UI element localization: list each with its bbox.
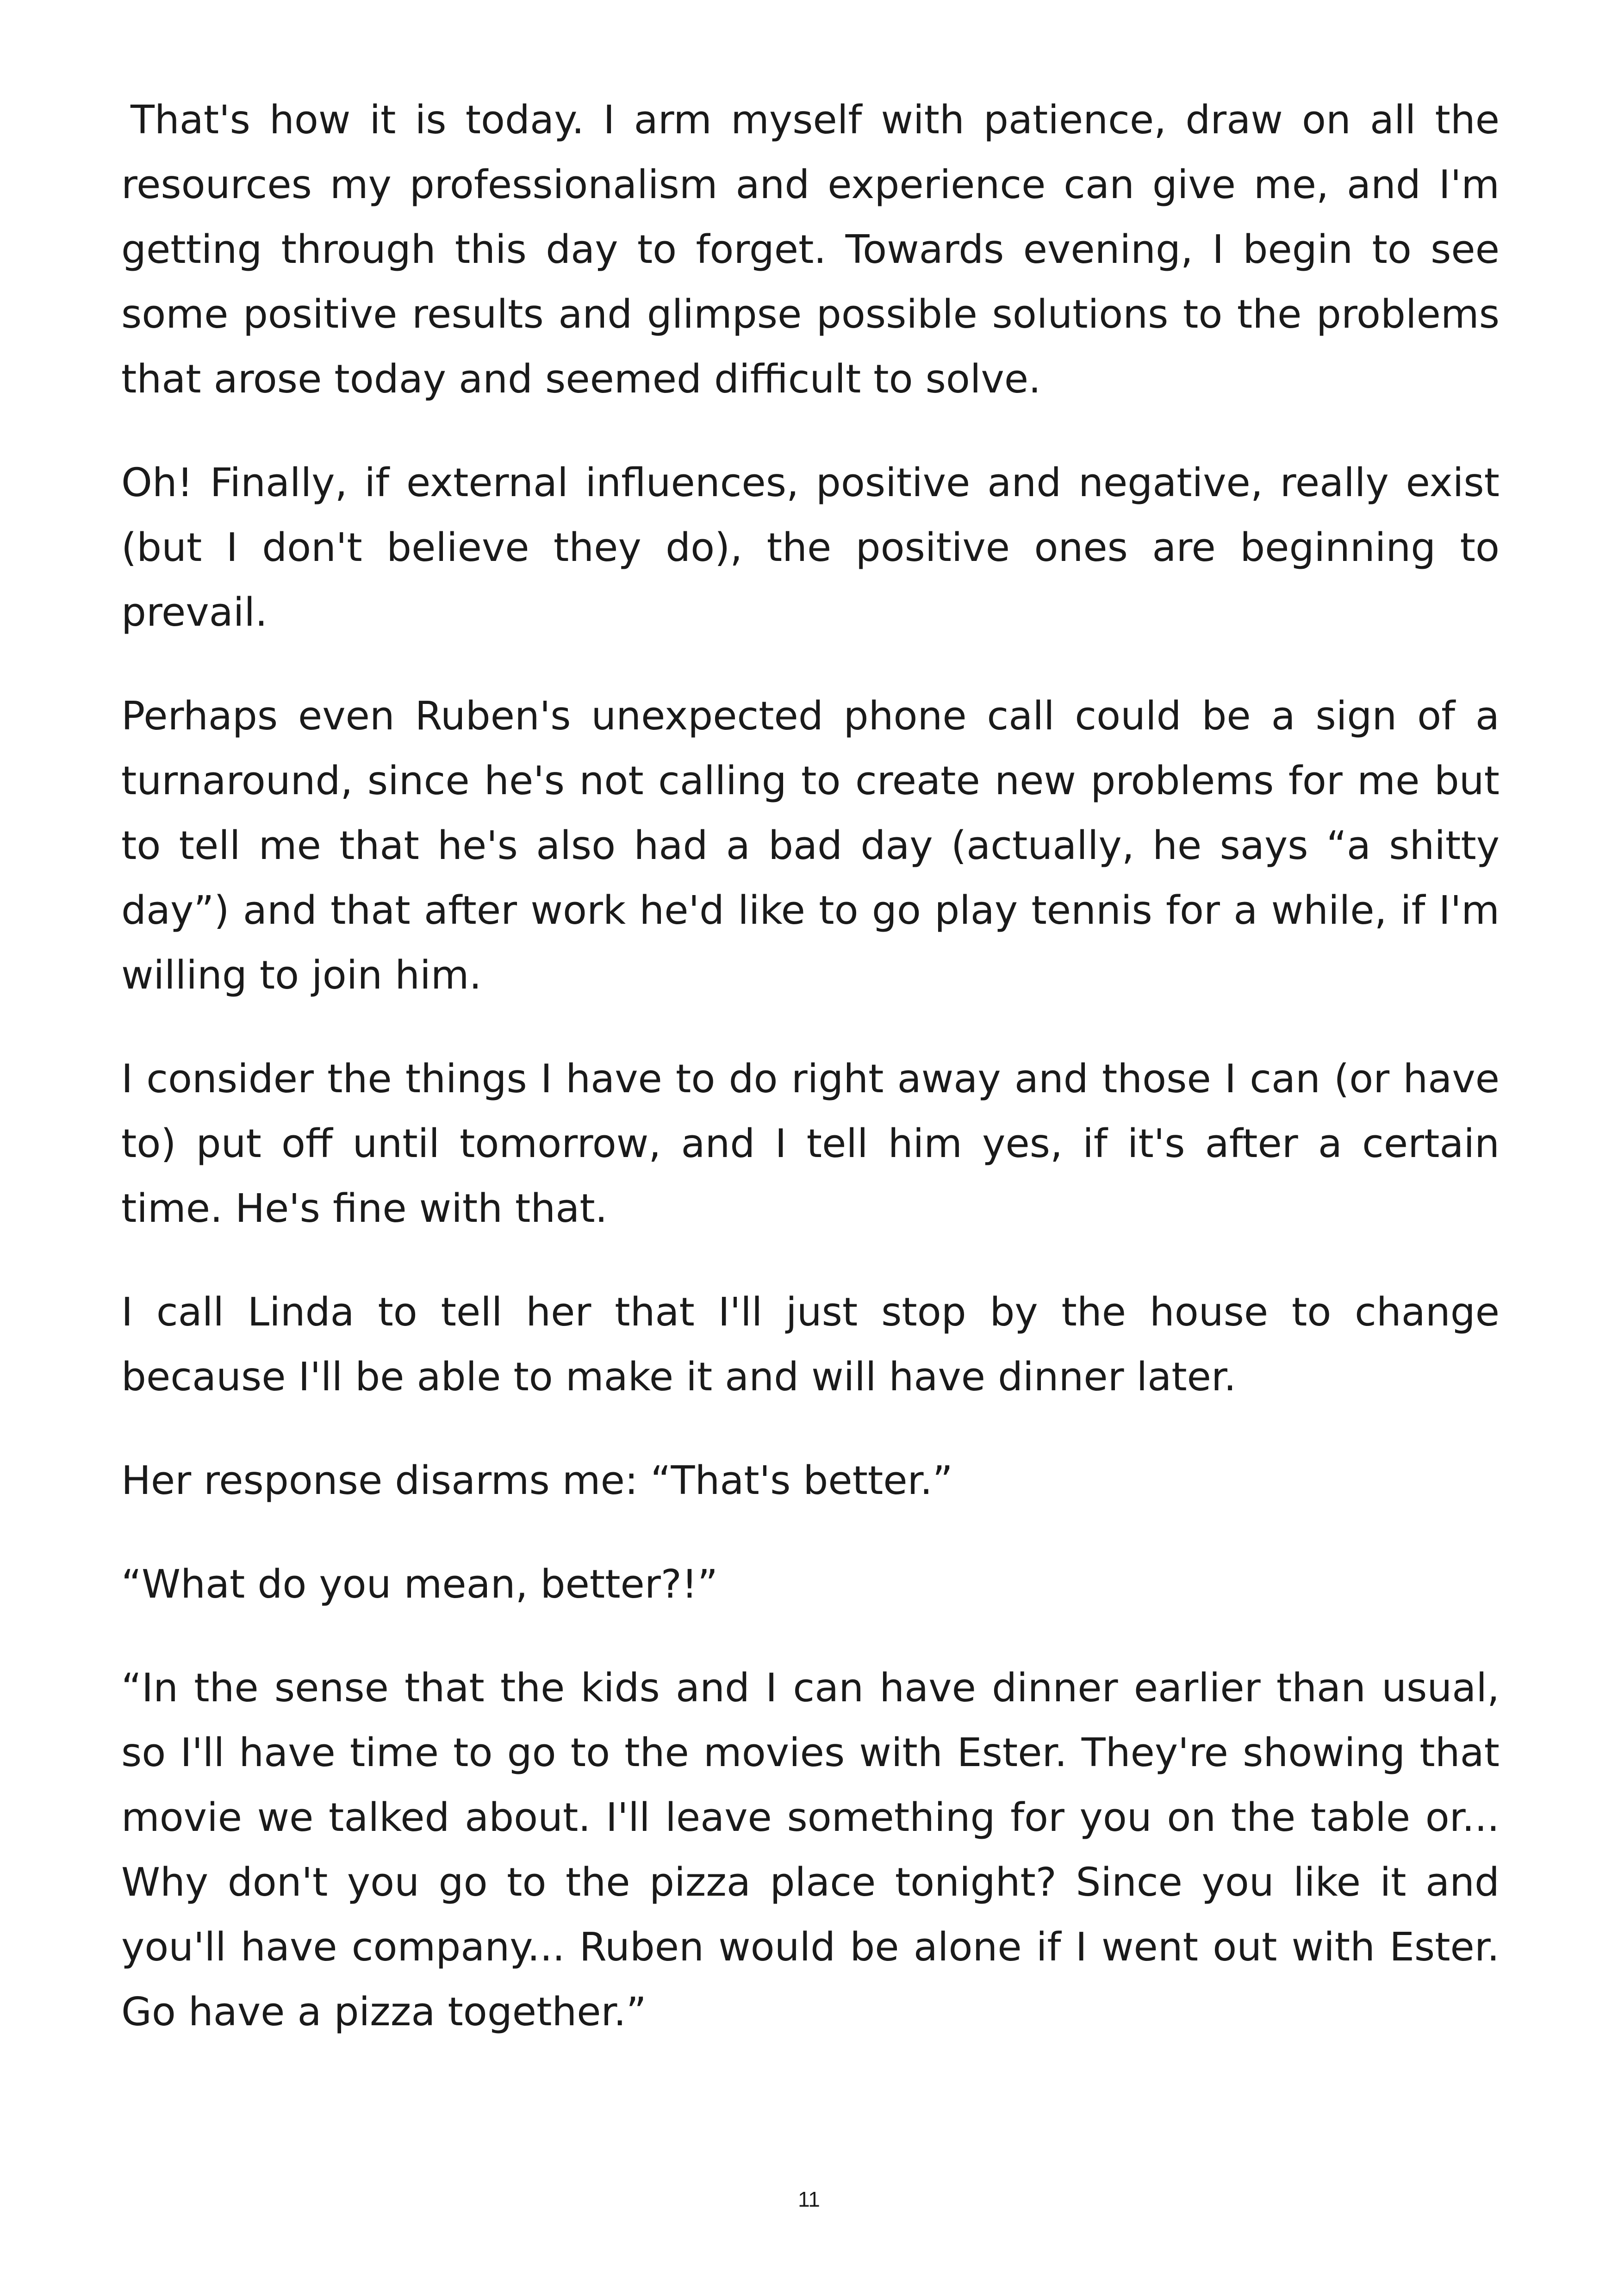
paragraph-1: That's how it is today. I arm myself with patience, draw on all the resources my professionalism and experience can give me, and I'm getting through this day to forget. Towards evening, I begin to see some positive results and glimpse possible solutions to the problems that arose today and seemed difficult to solve. xyxy=(121,97,1500,402)
body-text xyxy=(121,88,1500,2084)
paragraph-7: “What do you mean, better?!” xyxy=(121,1562,718,1607)
paragraph-6: Her response disarms me: “That's better.” xyxy=(121,1458,953,1504)
page-number: 11 xyxy=(798,2187,820,2211)
paragraph-8: “In the sense that the kids and I can have dinner earlier than usual, so I'll have time to go to the movies with Ester. They're showing that movie we talked about. I'll leave something for you on the table or... Why don't you go to the pizza place tonight? Since you like it and you'll have company... Ruben would be alone if I went out with Ester. Go have a pizza together.” xyxy=(121,1665,1500,2035)
paragraph-2: Oh! Finally, if external influences, positive and negative, really exist (but I don't believe they do), the positive ones are beginning to prevail. xyxy=(121,460,1500,635)
paragraph-4: I consider the things I have to do right away and those I can (or have to) put off until tomorrow, and I tell him yes, if it's after a certain time. He's fine with that. xyxy=(121,1056,1500,1232)
paragraph-5: I call Linda to tell her that I'll just stop by the house to change because I'll be able to make it and will have dinner later. xyxy=(121,1289,1500,1400)
paragraph-3: Perhaps even Ruben's unexpected phone call could be a sign of a turnaround, since he's not calling to create new problems for me but to tell me that he's also had a bad day (actually, he says “a shitty day”) and that after work he'd like to go play tennis for a while, if I'm willing to join him. xyxy=(121,693,1500,998)
